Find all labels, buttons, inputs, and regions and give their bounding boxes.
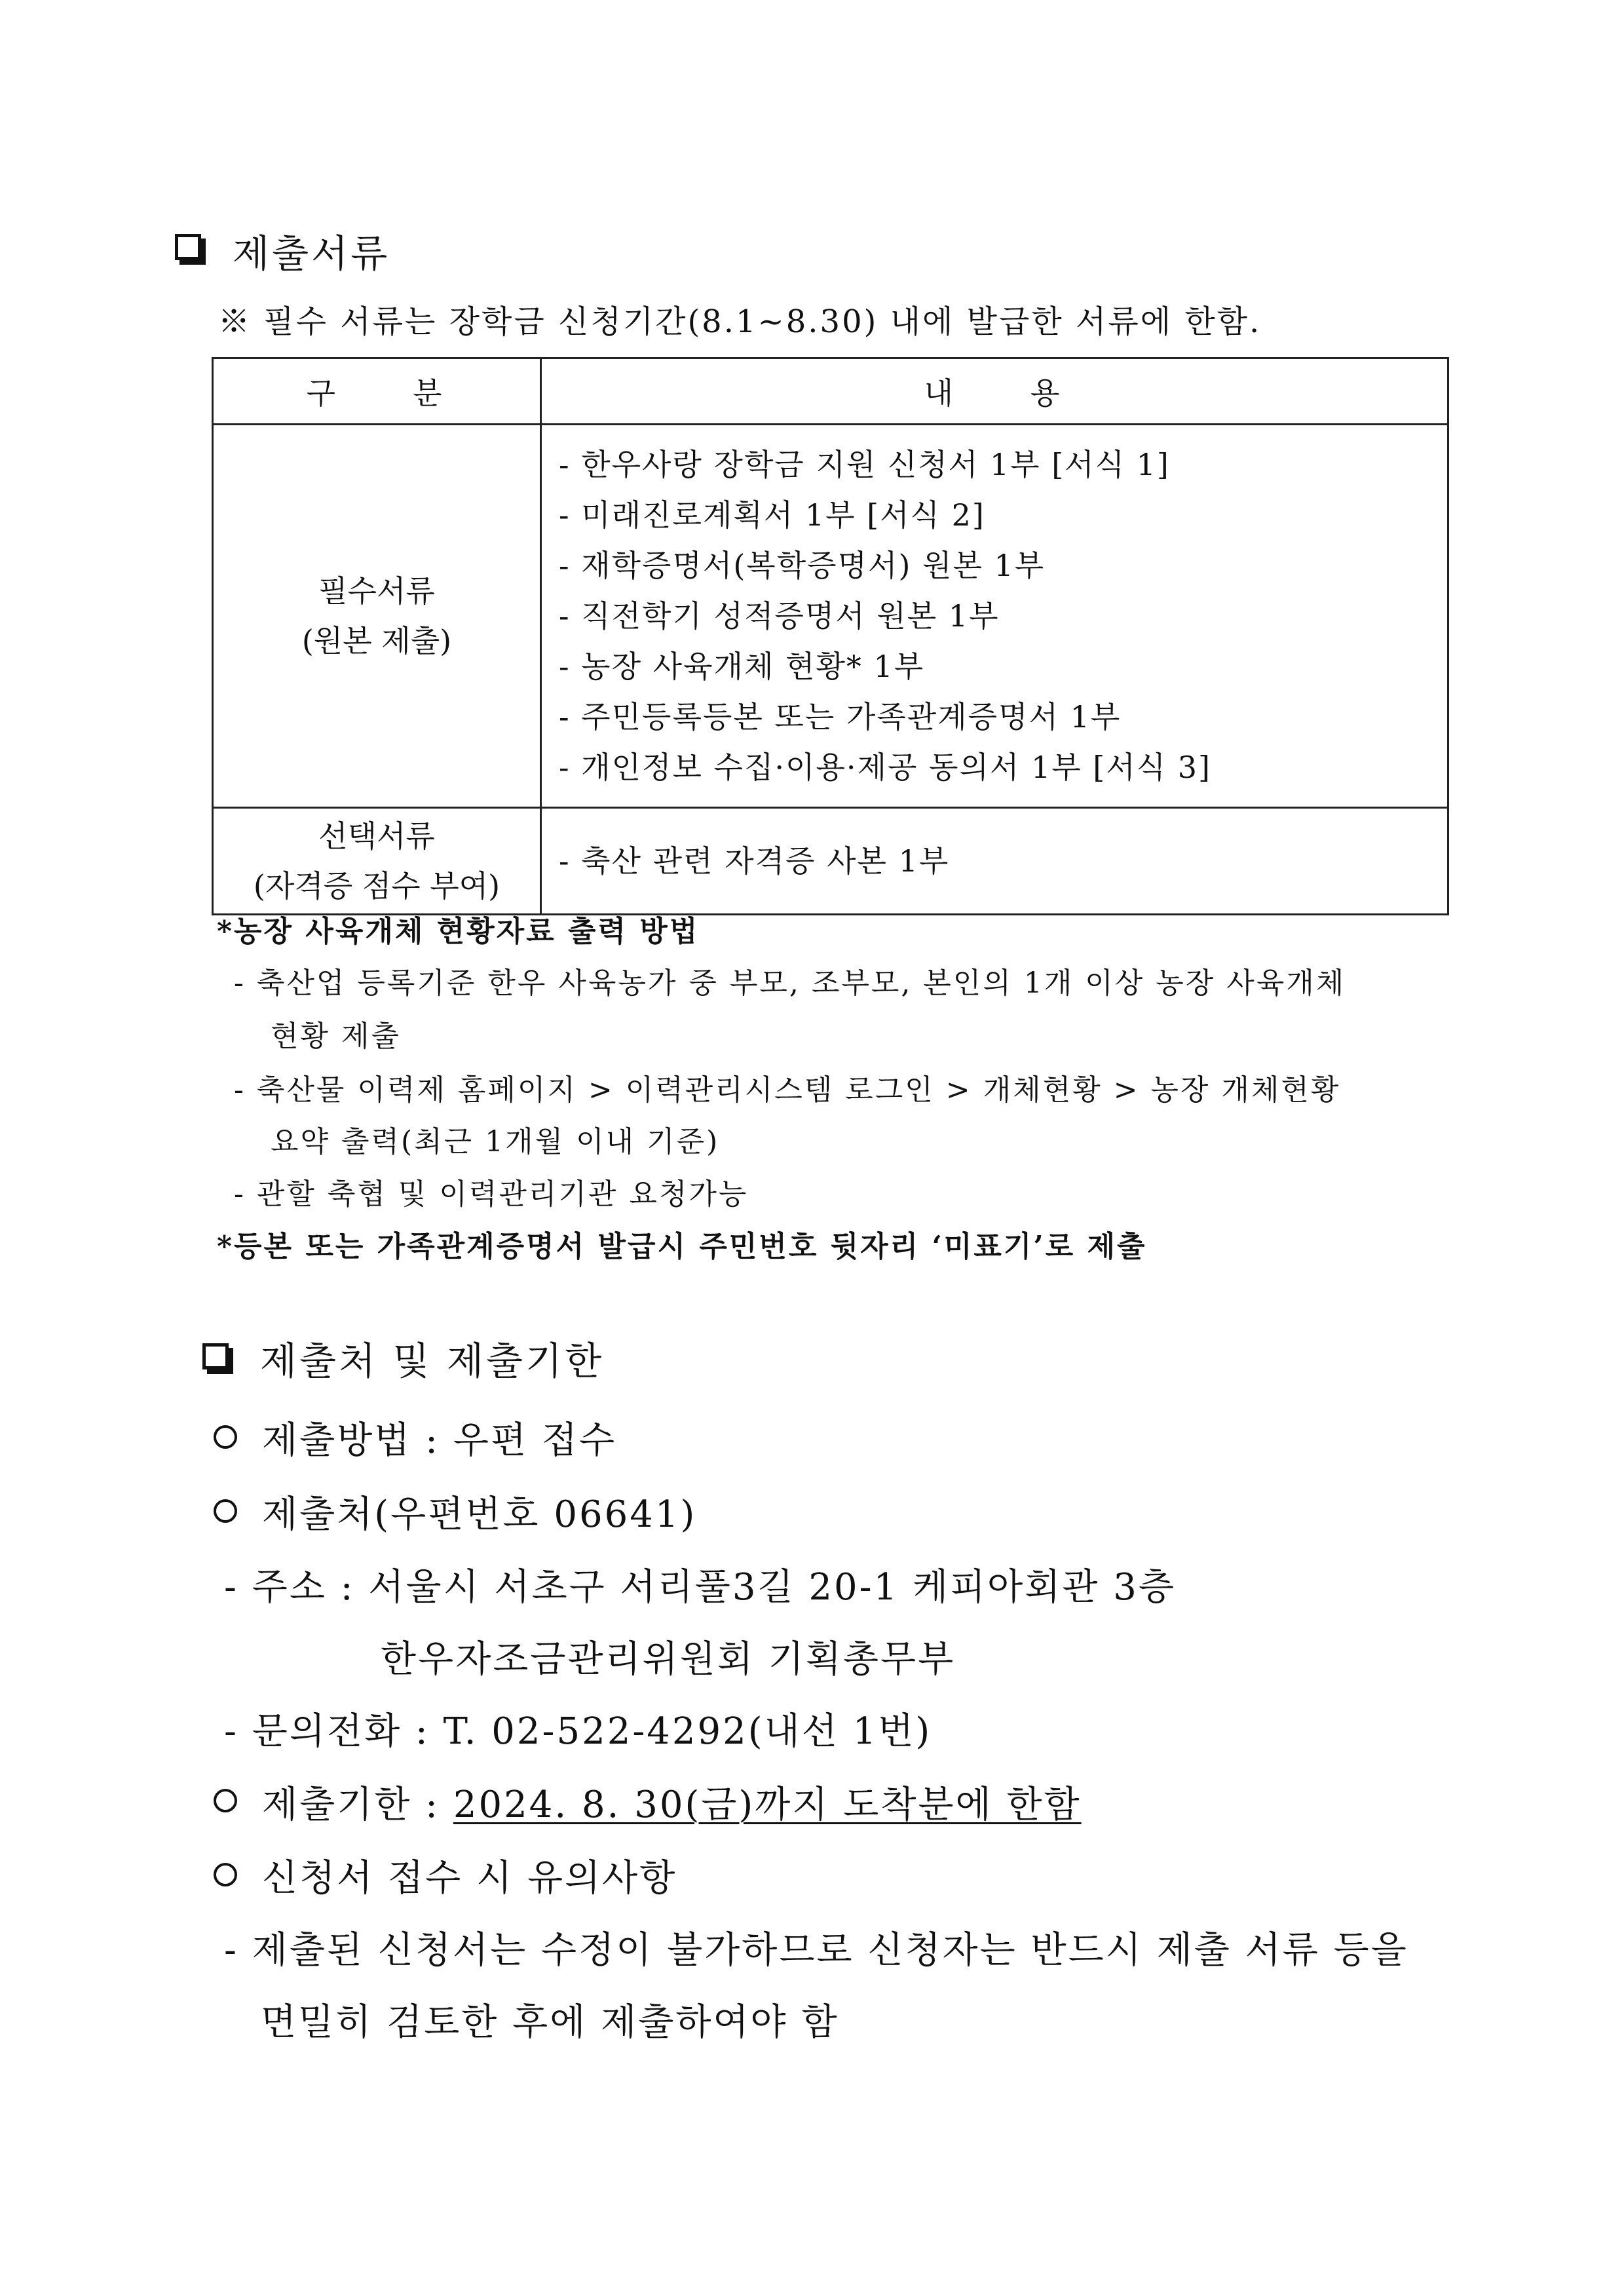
farm-item-1-line1: - 축산업 등록기준 한우 사육농가 중 부모, 조부모, 본인의 1개 이상 농장 사육개체: [234, 966, 1346, 1000]
required-items: [541, 425, 1448, 808]
farm-item-1-line2: 현황 제출: [271, 1020, 402, 1053]
list-item: - 농장 사육개체 현황* 1부: [559, 648, 925, 684]
list-item: - 직전학기 성적증명서 원본 1부: [559, 598, 1000, 634]
list-item: - 축산 관련 자격증 사본 1부: [559, 843, 950, 879]
required-docs-note: ※ 필수 서류는 장학금 신청기간(8.1~8.30) 내에 발급한 서류에 한함.: [218, 303, 1262, 340]
circle-bullet-icon: [214, 1425, 237, 1449]
documents-table: [212, 357, 1449, 915]
header-content: 내 용: [541, 358, 1448, 425]
address-line1: - 주소 : 서울시 서초구 서리풀3길 20-1 케피아회관 3층: [224, 1566, 1176, 1609]
submission-place: 제출처(우편번호 06641): [262, 1493, 697, 1536]
caution-line2: 면밀히 검토한 후에 제출하여야 함: [261, 2001, 839, 2044]
farm-item-3-line1: - 관할 축협 및 이력관리기관 요청가능: [234, 1177, 749, 1211]
contact-phone: - 문의전화 : T. 02-522-4292(내선 1번): [224, 1710, 932, 1753]
section-checkbox-icon: [202, 1343, 229, 1369]
section-checkbox-icon: [175, 234, 201, 260]
table-header-row: [213, 358, 1448, 425]
list-item: - 한우사랑 장학금 지원 신청서 1부 [서식 1]: [559, 446, 1170, 482]
farm-item-2-line1: - 축산물 이력제 홈페이지 > 이력관리시스템 로그인 > 개체현황 > 농장 개체현황: [234, 1073, 1341, 1107]
caution-title: 신청서 접수 시 유의사항: [262, 1857, 677, 1900]
category-optional: 선택서류 (자격증 점수 부여): [213, 808, 541, 915]
table-row-required: [213, 425, 1448, 808]
header-category: 구 분: [213, 358, 541, 425]
farm-status-title: *농장 사육개체 현황자료 출력 방법: [217, 915, 700, 948]
list-item: - 재학증명서(복학증명서) 원본 1부: [559, 547, 1046, 583]
table-row-optional: [213, 808, 1448, 915]
address-line2: 한우자조금관리위원회 기획총무부: [381, 1638, 956, 1681]
deadline-value: 2024. 8. 30(금)까지 도착분에 한함: [453, 1784, 1082, 1826]
section-title-documents: 제출서류: [233, 231, 390, 276]
circle-bullet-icon: [214, 1863, 237, 1886]
optional-items: [541, 808, 1448, 915]
category-required: 필수서류 (원본 제출): [213, 425, 541, 808]
submission-deadline: 제출기한 : 2024. 8. 30(금)까지 도착분에 한함: [262, 1784, 1082, 1826]
list-item: - 주민등록등본 또는 가족관계증명서 1부: [559, 698, 1122, 735]
list-item: - 미래진로계획서 1부 [서식 2]: [559, 497, 985, 533]
caution-line1: - 제출된 신청서는 수정이 불가하므로 신청자는 반드시 제출 서류 등을: [224, 1929, 1408, 1972]
section-title-submission: 제출처 및 제출기한: [260, 1339, 605, 1383]
circle-bullet-icon: [214, 1499, 237, 1523]
farm-item-2-line2: 요약 출력(최근 1개월 이내 기준): [271, 1125, 720, 1158]
register-note: *등본 또는 가족관계증명서 발급시 주민번호 뒷자리 ‘미표기’로 제출: [217, 1230, 1147, 1263]
list-item: - 개인정보 수집·이용·제공 동의서 1부 [서식 3]: [559, 749, 1211, 785]
circle-bullet-icon: [214, 1789, 237, 1812]
submission-method: 제출방법 : 우편 접수: [262, 1419, 617, 1462]
